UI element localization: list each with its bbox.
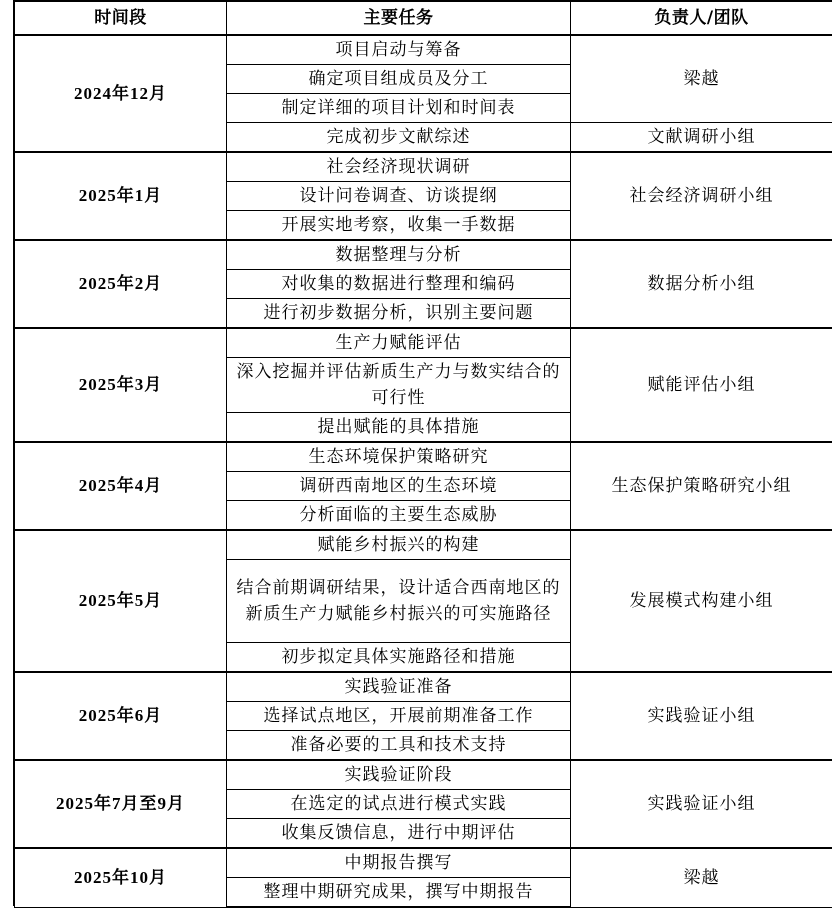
task-cell: 中期报告撰写 — [227, 848, 571, 878]
task-cell: 在选定的试点进行模式实践 — [227, 790, 571, 819]
table-row — [15, 848, 832, 878]
owner-cell: 梁越 — [571, 848, 832, 907]
period-cell: 2025年7月至9月 — [15, 760, 227, 848]
header-row — [15, 1, 832, 35]
table-row — [15, 442, 832, 472]
table-row — [15, 35, 832, 65]
schedule-table — [14, 0, 832, 908]
period-cell: 2025年6月 — [15, 672, 227, 760]
task-cell: 初步拟定具体实施路径和措施 — [227, 643, 571, 673]
task-cell: 对收集的数据进行整理和编码 — [227, 270, 571, 299]
page-margin-bar — [0, 0, 14, 906]
owner-cell: 文献调研小组 — [571, 123, 832, 153]
owner-cell: 社会经济调研小组 — [571, 152, 832, 240]
header-task: 主要任务 — [227, 1, 571, 35]
period-cell: 2025年5月 — [15, 530, 227, 672]
task-cell: 项目启动与筹备 — [227, 35, 571, 65]
period-cell: 2024年12月 — [15, 35, 227, 152]
task-cell: 数据整理与分析 — [227, 240, 571, 270]
task-cell: 开展实地考察，收集一手数据 — [227, 211, 571, 241]
period-cell: 2025年2月 — [15, 240, 227, 328]
task-cell: 社会经济现状调研 — [227, 152, 571, 182]
task-cell: 实践验证阶段 — [227, 760, 571, 790]
table-row — [15, 152, 832, 182]
header-owner: 负责人/团队 — [571, 1, 832, 35]
period-cell: 2025年4月 — [15, 442, 227, 530]
task-cell: 进行初步数据分析，识别主要问题 — [227, 299, 571, 329]
owner-cell: 数据分析小组 — [571, 240, 832, 328]
task-cell: 收集反馈信息，进行中期评估 — [227, 819, 571, 849]
task-cell: 生态环境保护策略研究 — [227, 442, 571, 472]
task-cell: 制定详细的项目计划和时间表 — [227, 94, 571, 123]
task-cell: 整理中期研究成果，撰写中期报告 — [227, 878, 571, 908]
task-cell: 确定项目组成员及分工 — [227, 65, 571, 94]
task-cell: 选择试点地区，开展前期准备工作 — [227, 702, 571, 731]
owner-cell: 实践验证小组 — [571, 672, 832, 760]
owner-cell: 生态保护策略研究小组 — [571, 442, 832, 530]
owner-cell: 发展模式构建小组 — [571, 530, 832, 672]
table-row — [15, 530, 832, 560]
task-cell: 赋能乡村振兴的构建 — [227, 530, 571, 560]
task-cell: 深入挖掘并评估新质生产力与数实结合的可行性 — [227, 358, 571, 413]
table-row — [15, 240, 832, 270]
task-cell: 准备必要的工具和技术支持 — [227, 731, 571, 761]
owner-cell: 梁越 — [571, 35, 832, 123]
table-row — [15, 672, 832, 702]
table-row — [15, 760, 832, 790]
task-cell: 完成初步文献综述 — [227, 123, 571, 153]
task-cell: 提出赋能的具体措施 — [227, 413, 571, 443]
task-cell: 结合前期调研结果，设计适合西南地区的新质生产力赋能乡村振兴的可实施路径 — [227, 560, 571, 643]
period-cell: 2025年3月 — [15, 328, 227, 442]
period-cell: 2025年10月 — [15, 848, 227, 907]
task-cell: 实践验证准备 — [227, 672, 571, 702]
task-cell: 生产力赋能评估 — [227, 328, 571, 358]
period-cell: 2025年1月 — [15, 152, 227, 240]
owner-cell: 赋能评估小组 — [571, 328, 832, 442]
task-cell: 调研西南地区的生态环境 — [227, 472, 571, 501]
task-cell: 分析面临的主要生态威胁 — [227, 501, 571, 531]
table-row — [15, 328, 832, 358]
header-period: 时间段 — [15, 1, 227, 35]
owner-cell: 实践验证小组 — [571, 760, 832, 848]
task-cell: 设计问卷调查、访谈提纲 — [227, 182, 571, 211]
